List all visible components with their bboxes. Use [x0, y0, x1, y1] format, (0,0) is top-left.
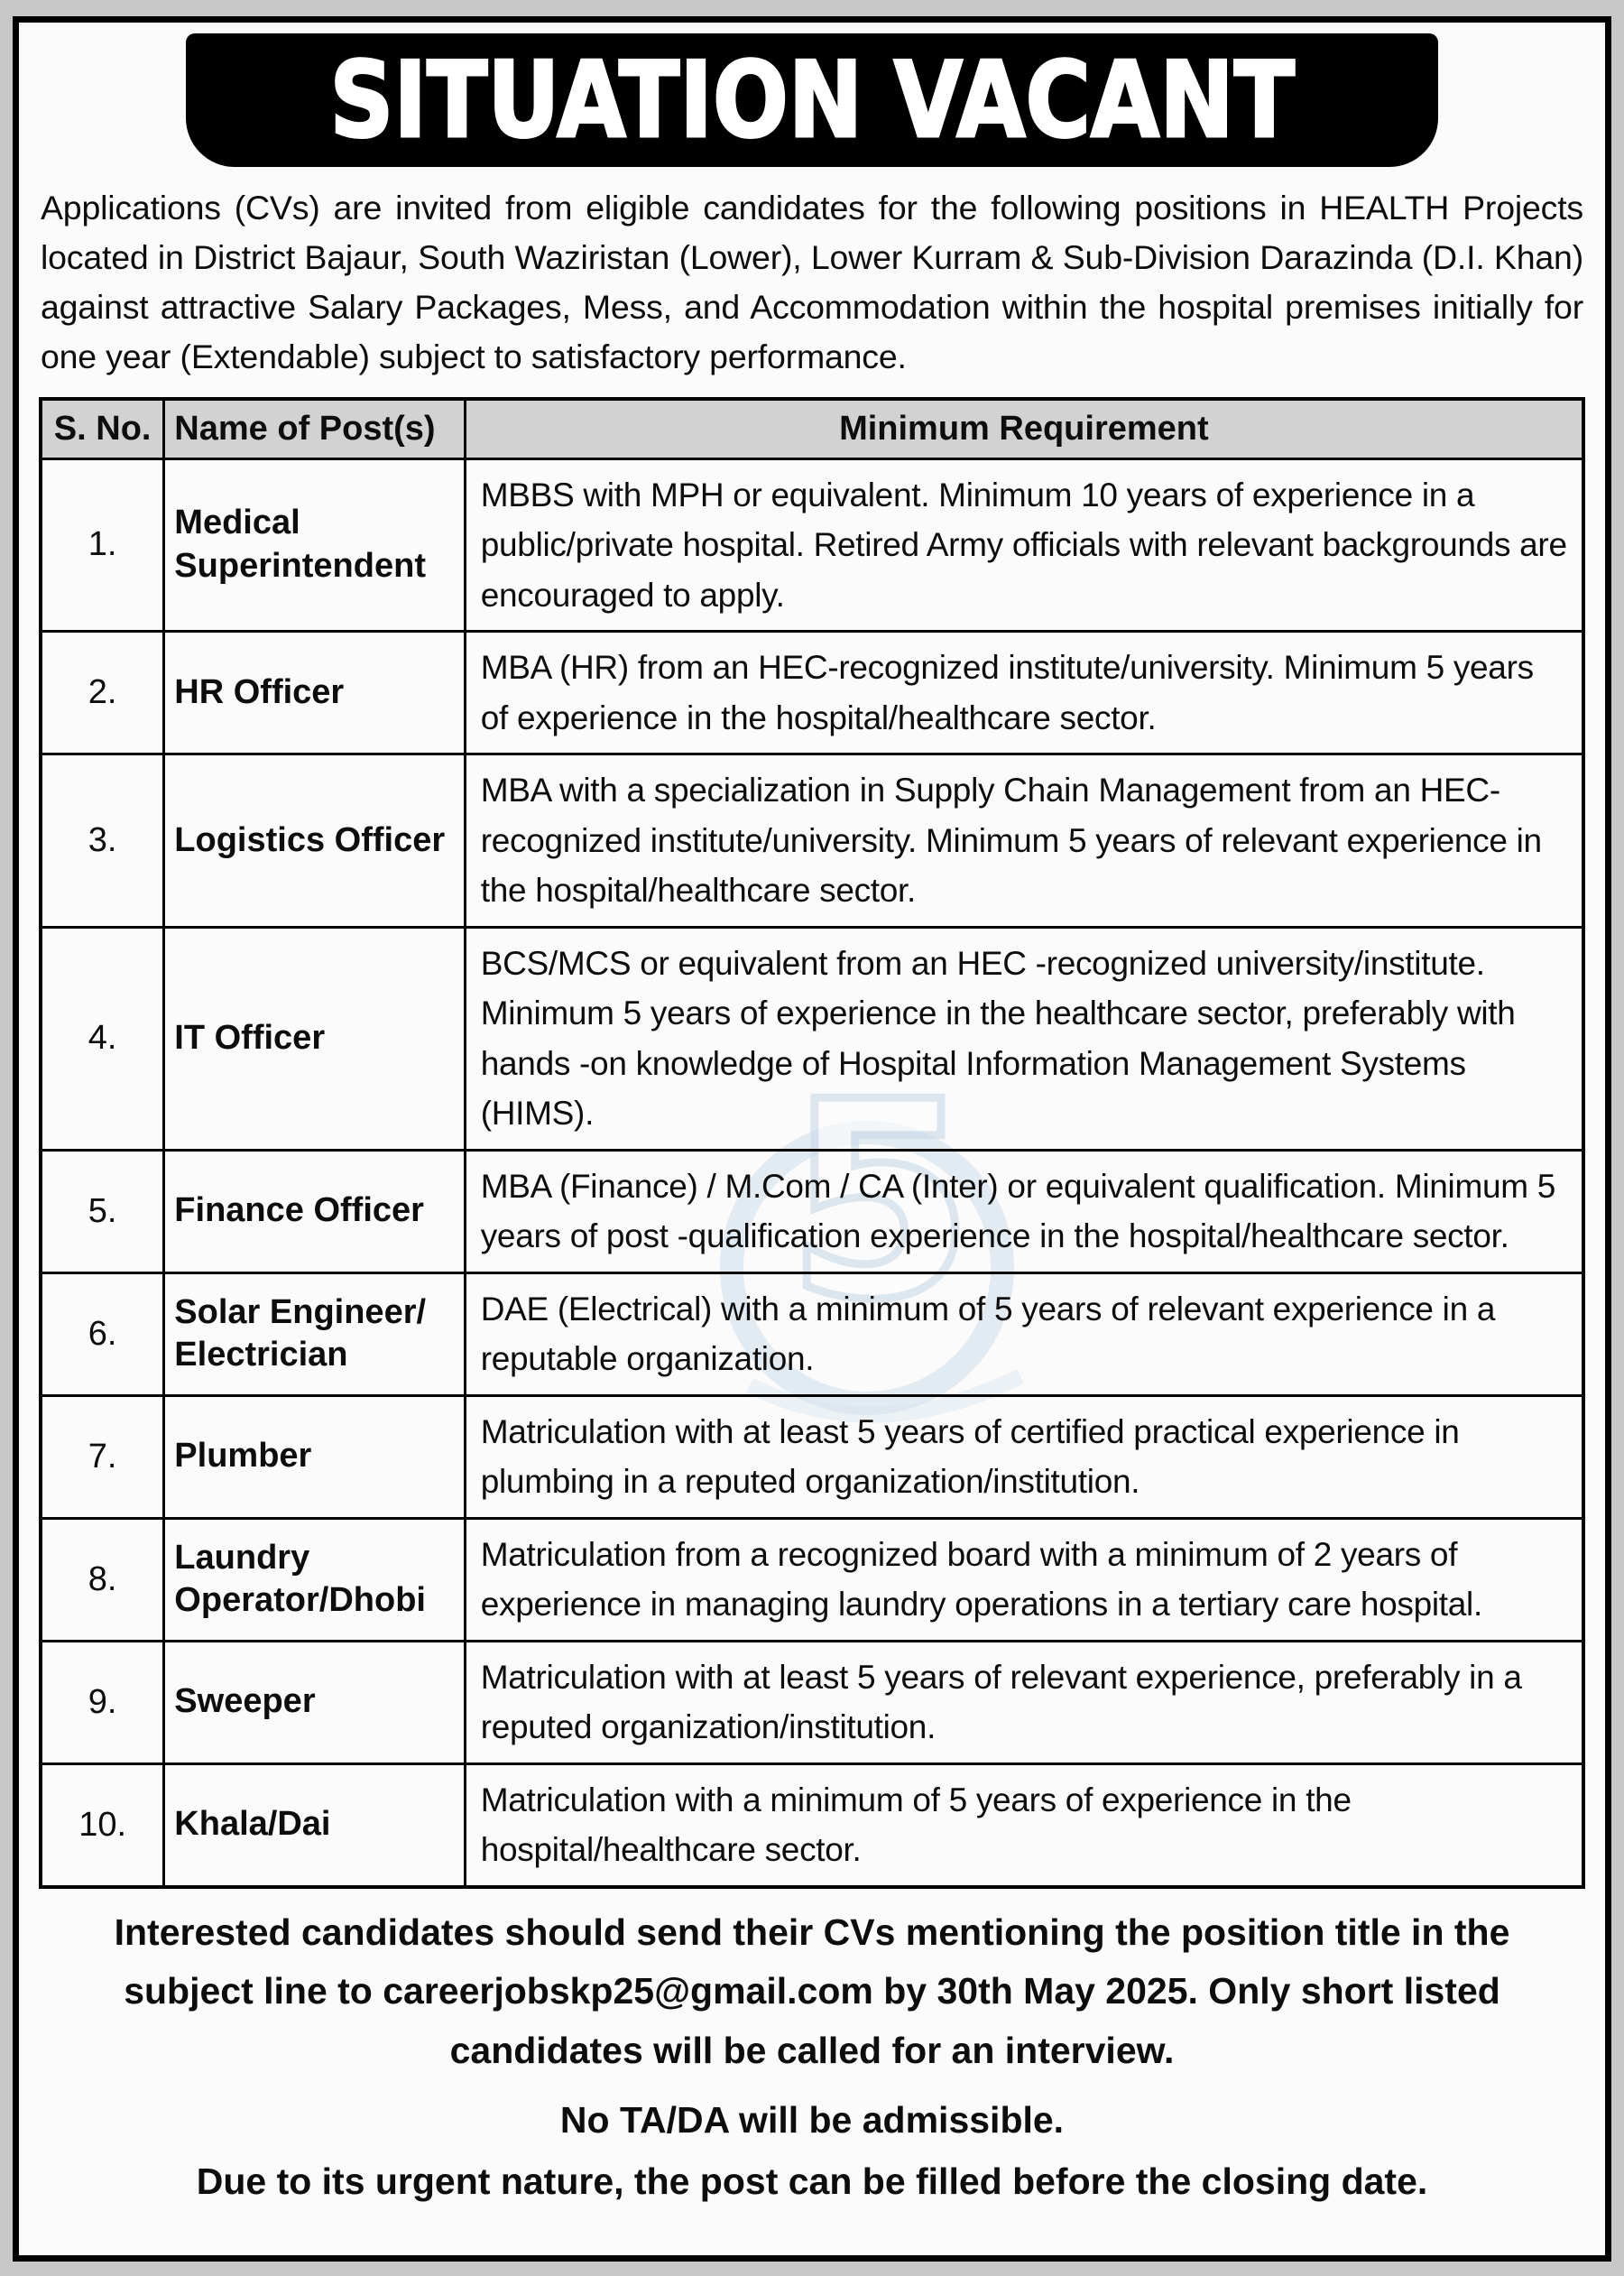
column-header-sno: S. No.: [41, 399, 164, 459]
table-row: [41, 632, 1583, 754]
intro-paragraph: Applications (CVs) are invited from eligible candidates for the following positions in HEALTH Projects located in District Bajaur, South Waziristan (Lower), Lower Kurram & Sub-Division Darazinda (D.I. Khan) against attractive Salary Packages, Mess, and Accommodation within the hospital premises initially for one year (Extendable) subject to satisfactory performance.: [41, 189, 1583, 376]
row-sno: 6.: [41, 1272, 164, 1395]
row-sno: 4.: [41, 927, 164, 1150]
column-header-requirement: Minimum Requirement: [465, 399, 1583, 459]
row-requirement: Matriculation with at least 5 years of relevant experience, preferably in a reputed organization/institution.: [465, 1641, 1583, 1763]
row-post-name: Laundry Operator/Dhobi: [164, 1518, 465, 1641]
footer-line-tada: No TA/DA will be admissible.: [559, 2099, 1065, 2142]
table-row: [41, 754, 1583, 928]
row-post-name: HR Officer: [164, 632, 465, 754]
row-post-name: Solar Engineer/ Electrician: [164, 1272, 465, 1395]
row-requirement: MBBS with MPH or equivalent. Minimum 10 years of experience in a public/private hospital. Retired Army officials with relevant backgrounds are encouraged to apply.: [465, 458, 1583, 632]
row-requirement: BCS/MCS or equivalent from an HEC -recognized university/institute. Minimum 5 years of experience in the healthcare sector, preferably with hands -on knowledge of Hospital Information Management Systems (HIMS).: [465, 927, 1583, 1150]
column-header-post: Name of Post(s): [164, 399, 465, 459]
row-requirement: MBA with a specialization in Supply Chain Management from an HEC-recognized institute/university. Minimum 5 years of relevant experience in the hospital/healthcare sector.: [465, 754, 1583, 928]
vacancy-table-head: [41, 399, 1583, 459]
row-requirement: MBA (Finance) / M.Com / CA (Inter) or equivalent qualification. Minimum 5 years of post -qualification experience in the hospital/healthcare sector.: [465, 1150, 1583, 1272]
table-row: [41, 1518, 1583, 1641]
row-sno: 9.: [41, 1641, 164, 1763]
footer-line-urgent: Due to its urgent nature, the post can be filled before the closing date.: [196, 2160, 1428, 2202]
advertisement-frame: [13, 16, 1611, 2262]
row-post-name: Khala/Dai: [164, 1763, 465, 1887]
row-post-name: Logistics Officer: [164, 754, 465, 928]
row-requirement: Matriculation from a recognized board with a minimum of 2 years of experience in managing laundry operations in a tertiary care hospital.: [465, 1518, 1583, 1641]
page-title: SITUATION VACANT: [329, 39, 1295, 162]
row-sno: 1.: [41, 458, 164, 632]
table-row: [41, 1395, 1583, 1518]
table-row: [41, 1763, 1583, 1887]
title-banner: [186, 33, 1438, 167]
row-sno: 8.: [41, 1518, 164, 1641]
header-row: [41, 399, 1583, 459]
row-sno: 7.: [41, 1395, 164, 1518]
row-post-name: Sweeper: [164, 1641, 465, 1763]
row-sno: 3.: [41, 754, 164, 928]
table-row: [41, 1150, 1583, 1272]
footer-line-apply: Interested candidates should send their CVs mentioning the position title in the subject line to careerjobskp25@gmail.com by 30th May 2025. Only short listed candidates will be called for an interview.: [114, 1911, 1510, 2071]
vacancy-table-body: [41, 458, 1583, 1887]
footer-notes: [39, 1903, 1585, 2210]
row-requirement: MBA (HR) from an HEC-recognized institute/university. Minimum 5 years of experience in the hospital/healthcare sector.: [465, 632, 1583, 754]
row-requirement: Matriculation with at least 5 years of certified practical experience in plumbing in a reputed organization/institution.: [465, 1395, 1583, 1518]
table-row: [41, 927, 1583, 1150]
row-post-name: Finance Officer: [164, 1150, 465, 1272]
table-row: [41, 1272, 1583, 1395]
row-post-name: Medical Superintendent: [164, 458, 465, 632]
table-row: [41, 1641, 1583, 1763]
svg-text:5: 5: [786, 1044, 974, 1359]
row-requirement: Matriculation with a minimum of 5 years of experience in the hospital/healthcare sector.: [465, 1763, 1583, 1887]
row-post-name: Plumber: [164, 1395, 465, 1518]
vacancy-table: [39, 397, 1585, 1889]
row-post-name: IT Officer: [164, 927, 465, 1150]
row-sno: 2.: [41, 632, 164, 754]
row-sno: 5.: [41, 1150, 164, 1272]
row-requirement: DAE (Electrical) with a minimum of 5 years of relevant experience in a reputable organization.: [465, 1272, 1583, 1395]
table-row: [41, 458, 1583, 632]
row-sno: 10.: [41, 1763, 164, 1887]
